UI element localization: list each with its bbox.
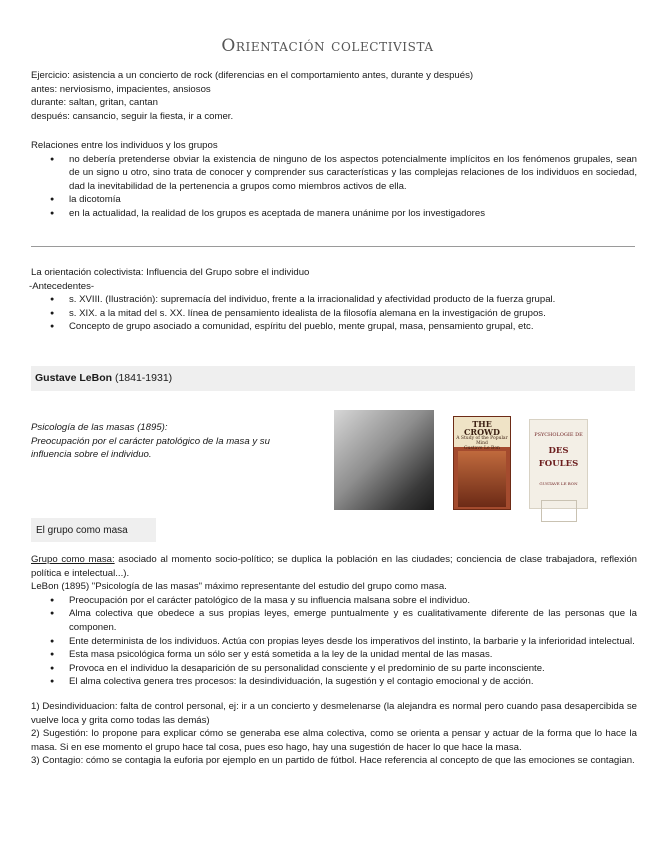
list-item: ● s. XIX. a la mitad del s. XX. línea de pensamiento idealista de la filosofía alemana en la investigación de grupos. [31, 307, 637, 321]
book1-subtitle: A Study of the Popular Mind [456, 436, 508, 446]
process-item: 1) Desindividuacion: falta de control personal, ej: ir a un concierto y desmelenarse (la alejandra es normal pero cuando pasa desapercibida se vuelve loca y grita como todas las demás) [31, 700, 637, 726]
lebon-years: (1841-1931) [114, 372, 173, 384]
list-item: ● Provoca en el individuo la desaparición de su personalidad consciente y el predominio de su parte inconsciente. [31, 662, 637, 676]
list-item: ● Preocupación por el carácter patológico de la masa y su influencia malsana sobre el individuo. [31, 594, 637, 608]
list-item: ● El alma colectiva genera tres procesos: la desindividuación, la sugestión y el contagio emocional y de acción. [31, 675, 637, 689]
exercise-line: antes: nerviosismo, impacientes, ansiosos [31, 83, 211, 95]
lebon-caption [31, 421, 311, 462]
collective-heading: La orientación colectivista: Influencia del Grupo sobre el individuo [31, 267, 310, 278]
book-cover-des-foules [529, 419, 588, 509]
divider [31, 246, 635, 247]
list-item: ● en la actualidad, la realidad de los grupos es aceptada de manera unánime por los investigadores [31, 207, 637, 221]
exercise-line: después: cansancio, seguir la fiesta, ir a comer. [31, 110, 234, 122]
list-item: ● Concepto de grupo asociado a comunidad, espíritu del pueblo, mente grupal, masa, pensamiento grupal, etc. [31, 320, 637, 334]
process-item: 3) Contagio: cómo se contagia la euforia por ejemplo en un partido de fútbol. Hace referencia al concepto de que las emociones se contagian. [31, 755, 635, 767]
relations-section [31, 139, 637, 221]
list-item: ● Alma colectiva que obedece a sus propias leyes, emerge puntualmente y es cualitativamente diferente de las personas que la componen. [31, 607, 637, 634]
book2-emblem [541, 500, 577, 522]
mass-def-text: asociado al momento socio-político; se duplica la población en las ciudades; conciencia de clase trabajadora, reflexión política e intelectual...). [31, 554, 637, 579]
lebon-header [31, 366, 635, 391]
page-title: Orientación colectivista [221, 36, 434, 56]
mass-chip: El grupo como masa [31, 518, 156, 542]
collective-subheading: -Antecedentes- [29, 280, 95, 292]
book2-author: GUSTAVE LE BON [539, 480, 578, 486]
mass-section [31, 553, 637, 768]
caption-text: Preocupación por el carácter patológico de la masa y su influencia sobre el individuo. [31, 435, 270, 460]
collective-section [31, 266, 637, 334]
lebon-name: Gustave LeBon [35, 372, 113, 384]
spacer [31, 689, 637, 700]
process-item: 2) Sugestión: lo propone para explicar cómo se generaba ese alma colectiva, como se orienta a pensar y actuar de la forma que lo hace la masa. Si en ese momento el grupo hace tal cosa, pues eso hago, hay una sugestión de hacer lo que hace la masa. [31, 728, 637, 753]
relations-heading: Relaciones entre los individuos y los grupos [31, 140, 218, 151]
relations-list [31, 153, 637, 221]
mass-lebon-line: LeBon (1895) "Psicología de las masas" máximo representante del estudio del grupo como masa. [31, 581, 447, 593]
lebon-portrait [334, 410, 434, 510]
book1-author: Gustave Le Bon [464, 446, 500, 451]
mass-list [31, 594, 637, 689]
mass-term: Grupo como masa: [31, 554, 115, 565]
list-item: ● Esta masa psicológica forma un sólo ser y está sometida a la ley de la unidad mental de las masas. [31, 648, 637, 662]
book1-title: THE CROWD [464, 419, 500, 437]
exercise-line: Ejercicio: asistencia a un concierto de rock (diferencias en el comportamiento antes, durante y después) [31, 70, 474, 81]
exercise-line: durante: saltan, gritan, cantan [31, 97, 158, 109]
list-item: ● Ente determinista de los individuos. Actúa con propias leyes desde los imperativos del instinto, la barbarie y la inferioridad intelectual. [31, 635, 637, 649]
list-item: ● s. XVIII. (Ilustración): supremacía del individuo, frente a la irracionalidad y afectividad producto de la fuerza grupal. [31, 293, 637, 307]
list-item: ● no debería pretenderse obviar la existencia de ninguno de los aspectos potencialmente implícitos en los fenómenos grupales, sean de un signo u otro, sino trata de conocer y comprender sus características y las complejas relaciones de los individuos en sociedad, dad la inevitabilidad de la pertenencia a grupos como miembros activos de ella. [31, 153, 637, 194]
caption-title: Psicología de las masas (1895): [31, 422, 168, 433]
mass-definition [31, 553, 637, 580]
book1-artwork [458, 451, 506, 507]
collective-list [31, 293, 637, 334]
exercise-section [31, 69, 637, 123]
list-item: ● la dicotomía [31, 193, 637, 207]
book-cover-the-crowd [453, 416, 511, 510]
book2-top: PSYCHOLOGIE DE [534, 432, 583, 438]
book2-title: DES FOULES [538, 445, 579, 470]
